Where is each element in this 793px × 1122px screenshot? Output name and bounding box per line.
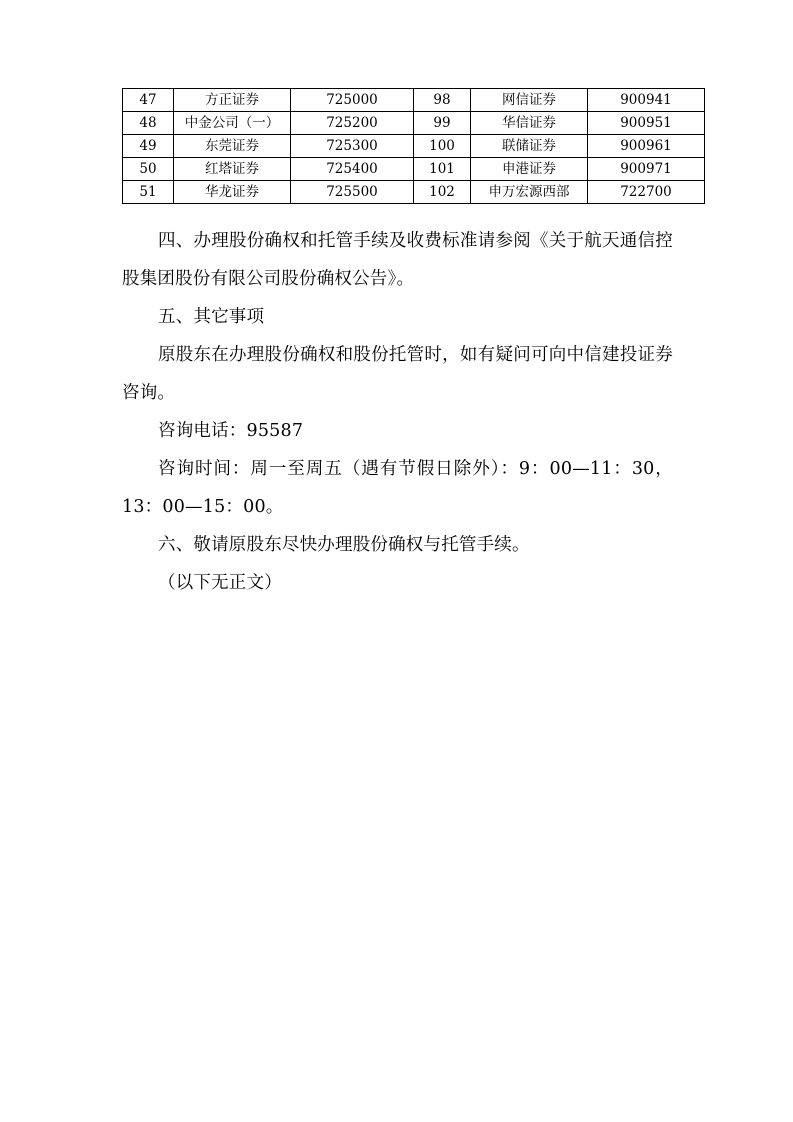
cell-broker-left: 华龙证券 (174, 181, 291, 204)
cell-index-left: 47 (123, 89, 174, 112)
section-six: 六、敬请原股东尽快办理股份确权与托管手续。 (158, 535, 530, 555)
cell-broker-left: 东莞证券 (174, 135, 291, 158)
cell-seat-left: 725200 (291, 112, 414, 135)
cell-broker-left: 方正证券 (174, 89, 291, 112)
section-five-body: 原股东在办理股份确权和股份托管时，如有疑问可向中信建投证券咨询。 (122, 345, 673, 403)
table-row (123, 135, 705, 158)
consult-phone: 咨询电话：95587 (158, 421, 304, 441)
cell-broker-left: 红塔证券 (174, 158, 291, 181)
cell-broker-right: 联储证券 (471, 135, 588, 158)
section-five-title: 五、其它事项 (158, 307, 265, 327)
cell-broker-right: 网信证券 (471, 89, 588, 112)
table-body (123, 89, 705, 204)
table-row (123, 181, 705, 204)
consult-hours: 咨询时间：周一至周五（遇有节假日除外）：9：00—11：30，13：00—15：00。 (122, 459, 673, 517)
cell-index-right: 98 (414, 89, 471, 112)
cell-index-left: 50 (123, 158, 174, 181)
cell-broker-right: 申万宏源西部 (471, 181, 588, 204)
cell-seat-right: 900971 (588, 158, 705, 181)
cell-broker-right: 申港证券 (471, 158, 588, 181)
cell-seat-left: 725300 (291, 135, 414, 158)
cell-seat-right: 722700 (588, 181, 705, 204)
cell-index-left: 51 (123, 181, 174, 204)
cell-index-right: 100 (414, 135, 471, 158)
table-row (123, 158, 705, 181)
cell-seat-left: 725000 (291, 89, 414, 112)
cell-broker-left: 中金公司（一） (174, 112, 291, 135)
no-text-below: （以下无正文） (158, 573, 282, 593)
cell-index-left: 48 (123, 112, 174, 135)
table-row (123, 112, 705, 135)
cell-seat-right: 900961 (588, 135, 705, 158)
cell-index-right: 99 (414, 112, 471, 135)
cell-index-left: 49 (123, 135, 174, 158)
section-four: 四、办理股份确权和托管手续及收费标准请参阅《关于航天通信控股集团股份有限公司股份确权公告》。 (122, 231, 673, 289)
cell-seat-left: 725400 (291, 158, 414, 181)
cell-broker-right: 华信证券 (471, 112, 588, 135)
table-row (123, 89, 705, 112)
cell-seat-right: 900951 (588, 112, 705, 135)
cell-seat-left: 725500 (291, 181, 414, 204)
cell-index-right: 102 (414, 181, 471, 204)
broker-seat-table (122, 88, 705, 204)
cell-seat-right: 900941 (588, 89, 705, 112)
cell-index-right: 101 (414, 158, 471, 181)
